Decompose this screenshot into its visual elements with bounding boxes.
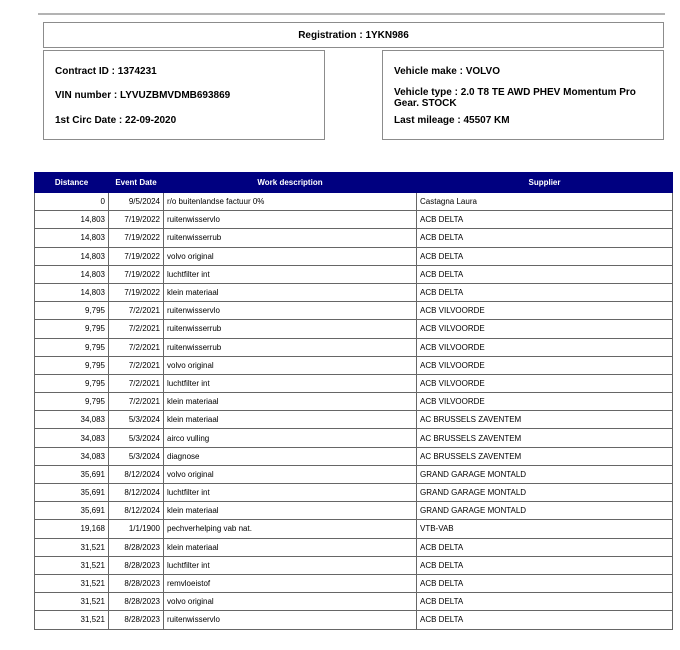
supplier-cell: ACB DELTA bbox=[417, 611, 673, 629]
work-description-cell: airco vulling bbox=[164, 429, 417, 447]
first-circ-date-value: 22-09-2020 bbox=[125, 115, 177, 126]
table-row bbox=[35, 502, 673, 520]
work-description-cell: luchtfilter int bbox=[164, 556, 417, 574]
table-row bbox=[35, 374, 673, 392]
column-header-supplier: Supplier bbox=[417, 173, 673, 193]
table-row bbox=[35, 520, 673, 538]
table-row bbox=[35, 247, 673, 265]
supplier-cell: ACB VILVOORDE bbox=[417, 320, 673, 338]
event-date-cell: 7/2/2021 bbox=[109, 302, 164, 320]
contract-id-line bbox=[55, 66, 314, 77]
last-mileage-line bbox=[394, 115, 653, 126]
vin-line bbox=[55, 90, 314, 101]
work-description-cell: klein materiaal bbox=[164, 411, 417, 429]
work-description-cell: ruitenwisservlo bbox=[164, 302, 417, 320]
table-row bbox=[35, 193, 673, 211]
top-divider bbox=[38, 13, 665, 15]
work-description-cell: klein materiaal bbox=[164, 538, 417, 556]
distance-cell: 31,521 bbox=[35, 574, 109, 592]
event-date-cell: 7/2/2021 bbox=[109, 338, 164, 356]
vehicle-type-label: Vehicle type : bbox=[394, 87, 461, 98]
registration-box bbox=[43, 22, 664, 48]
work-description-cell: ruitenwisserrub bbox=[164, 229, 417, 247]
supplier-cell: Castagna Laura bbox=[417, 193, 673, 211]
supplier-cell: AC BRUSSELS ZAVENTEM bbox=[417, 429, 673, 447]
event-date-cell: 5/3/2024 bbox=[109, 429, 164, 447]
distance-cell: 31,521 bbox=[35, 556, 109, 574]
distance-cell: 9,795 bbox=[35, 374, 109, 392]
vehicle-make-value: VOLVO bbox=[465, 66, 500, 77]
vin-value: LYVUZBMVDMB693869 bbox=[120, 90, 231, 101]
contract-id-label: Contract ID : bbox=[55, 66, 118, 77]
distance-cell: 14,803 bbox=[35, 265, 109, 283]
registration-label: Registration : bbox=[298, 29, 366, 41]
event-date-cell: 8/28/2023 bbox=[109, 574, 164, 592]
event-date-cell: 1/1/1900 bbox=[109, 520, 164, 538]
work-description-cell: pechverhelping vab nat. bbox=[164, 520, 417, 538]
distance-cell: 9,795 bbox=[35, 356, 109, 374]
supplier-cell: ACB DELTA bbox=[417, 247, 673, 265]
event-date-cell: 7/2/2021 bbox=[109, 393, 164, 411]
table-row bbox=[35, 265, 673, 283]
supplier-cell: ACB VILVOORDE bbox=[417, 302, 673, 320]
table-row bbox=[35, 484, 673, 502]
event-date-cell: 7/2/2021 bbox=[109, 374, 164, 392]
vehicle-type-line bbox=[394, 87, 653, 109]
work-description-cell: ruitenwisservlo bbox=[164, 211, 417, 229]
contract-info-box bbox=[43, 50, 325, 140]
table-row bbox=[35, 338, 673, 356]
event-date-cell: 8/12/2024 bbox=[109, 465, 164, 483]
vehicle-type-value: 2.0 T8 TE AWD PHEV Momentum Pro Gear. STOCK bbox=[394, 87, 636, 109]
distance-cell: 9,795 bbox=[35, 302, 109, 320]
column-header-distance: Distance bbox=[35, 173, 109, 193]
supplier-cell: ACB DELTA bbox=[417, 283, 673, 301]
supplier-cell: ACB VILVOORDE bbox=[417, 356, 673, 374]
distance-cell: 14,803 bbox=[35, 247, 109, 265]
first-circ-date-label: 1st Circ Date : bbox=[55, 115, 126, 126]
event-date-cell: 5/3/2024 bbox=[109, 447, 164, 465]
vehicle-make-line bbox=[394, 66, 653, 77]
supplier-cell: GRAND GARAGE MONTALD bbox=[417, 465, 673, 483]
event-date-cell: 8/12/2024 bbox=[109, 502, 164, 520]
table-row bbox=[35, 356, 673, 374]
table-row bbox=[35, 447, 673, 465]
last-mileage-value: 45507 KM bbox=[463, 115, 510, 126]
event-date-cell: 8/28/2023 bbox=[109, 538, 164, 556]
work-description-cell: ruitenwisserrub bbox=[164, 320, 417, 338]
last-mileage-label: Last mileage : bbox=[394, 115, 464, 126]
work-description-cell: remvloeistof bbox=[164, 574, 417, 592]
table-row bbox=[35, 574, 673, 592]
table-row bbox=[35, 411, 673, 429]
first-circ-date-line bbox=[55, 115, 314, 126]
supplier-cell: ACB DELTA bbox=[417, 538, 673, 556]
table-row bbox=[35, 393, 673, 411]
event-date-cell: 9/5/2024 bbox=[109, 193, 164, 211]
supplier-cell: ACB DELTA bbox=[417, 229, 673, 247]
supplier-cell: ACB VILVOORDE bbox=[417, 374, 673, 392]
distance-cell: 35,691 bbox=[35, 465, 109, 483]
supplier-cell: VTB-VAB bbox=[417, 520, 673, 538]
work-description-cell: volvo original bbox=[164, 465, 417, 483]
distance-cell: 35,691 bbox=[35, 502, 109, 520]
supplier-cell: GRAND GARAGE MONTALD bbox=[417, 484, 673, 502]
table-row bbox=[35, 465, 673, 483]
distance-cell: 14,803 bbox=[35, 211, 109, 229]
event-date-cell: 8/28/2023 bbox=[109, 593, 164, 611]
distance-cell: 34,083 bbox=[35, 411, 109, 429]
column-header-event-date: Event Date bbox=[109, 173, 164, 193]
supplier-cell: ACB VILVOORDE bbox=[417, 338, 673, 356]
table-row bbox=[35, 538, 673, 556]
supplier-cell: GRAND GARAGE MONTALD bbox=[417, 502, 673, 520]
supplier-cell: ACB DELTA bbox=[417, 574, 673, 592]
table-row bbox=[35, 302, 673, 320]
supplier-cell: ACB VILVOORDE bbox=[417, 393, 673, 411]
distance-cell: 31,521 bbox=[35, 611, 109, 629]
event-date-cell: 7/19/2022 bbox=[109, 265, 164, 283]
work-description-cell: klein materiaal bbox=[164, 283, 417, 301]
work-orders-table bbox=[34, 172, 673, 630]
event-date-cell: 7/19/2022 bbox=[109, 247, 164, 265]
distance-cell: 9,795 bbox=[35, 393, 109, 411]
supplier-cell: ACB DELTA bbox=[417, 211, 673, 229]
distance-cell: 35,691 bbox=[35, 484, 109, 502]
distance-cell: 31,521 bbox=[35, 538, 109, 556]
vehicle-make-label: Vehicle make : bbox=[394, 66, 466, 77]
supplier-cell: AC BRUSSELS ZAVENTEM bbox=[417, 447, 673, 465]
table-row bbox=[35, 211, 673, 229]
distance-cell: 0 bbox=[35, 193, 109, 211]
event-date-cell: 7/2/2021 bbox=[109, 356, 164, 374]
distance-cell: 19,168 bbox=[35, 520, 109, 538]
table-row bbox=[35, 429, 673, 447]
supplier-cell: AC BRUSSELS ZAVENTEM bbox=[417, 411, 673, 429]
event-date-cell: 8/28/2023 bbox=[109, 556, 164, 574]
work-description-cell: luchtfilter int bbox=[164, 374, 417, 392]
event-date-cell: 7/19/2022 bbox=[109, 283, 164, 301]
registration-value: 1YKN986 bbox=[365, 29, 409, 41]
supplier-cell: ACB DELTA bbox=[417, 593, 673, 611]
distance-cell: 31,521 bbox=[35, 593, 109, 611]
event-date-cell: 7/2/2021 bbox=[109, 320, 164, 338]
distance-cell: 9,795 bbox=[35, 320, 109, 338]
supplier-cell: ACB DELTA bbox=[417, 265, 673, 283]
table-row bbox=[35, 320, 673, 338]
table-row bbox=[35, 229, 673, 247]
table-body bbox=[35, 193, 673, 630]
event-date-cell: 5/3/2024 bbox=[109, 411, 164, 429]
table-row bbox=[35, 593, 673, 611]
event-date-cell: 8/12/2024 bbox=[109, 484, 164, 502]
work-description-cell: luchtfilter int bbox=[164, 484, 417, 502]
work-description-cell: klein materiaal bbox=[164, 393, 417, 411]
distance-cell: 34,083 bbox=[35, 429, 109, 447]
work-description-cell: diagnose bbox=[164, 447, 417, 465]
column-header-work-description: Work description bbox=[164, 173, 417, 193]
distance-cell: 34,083 bbox=[35, 447, 109, 465]
event-date-cell: 7/19/2022 bbox=[109, 211, 164, 229]
work-description-cell: r/o buitenlandse factuur 0% bbox=[164, 193, 417, 211]
table-row bbox=[35, 283, 673, 301]
work-description-cell: volvo original bbox=[164, 356, 417, 374]
supplier-cell: ACB DELTA bbox=[417, 556, 673, 574]
table-header-row bbox=[35, 173, 673, 193]
vin-label: VIN number : bbox=[55, 90, 121, 101]
contract-id-value: 1374231 bbox=[117, 66, 157, 77]
work-description-cell: volvo original bbox=[164, 593, 417, 611]
work-description-cell: klein materiaal bbox=[164, 502, 417, 520]
work-description-cell: luchtfilter int bbox=[164, 265, 417, 283]
work-description-cell: ruitenwisserrub bbox=[164, 338, 417, 356]
distance-cell: 14,803 bbox=[35, 283, 109, 301]
table-row bbox=[35, 556, 673, 574]
event-date-cell: 8/28/2023 bbox=[109, 611, 164, 629]
work-description-cell: ruitenwisservlo bbox=[164, 611, 417, 629]
distance-cell: 14,803 bbox=[35, 229, 109, 247]
event-date-cell: 7/19/2022 bbox=[109, 229, 164, 247]
work-description-cell: volvo original bbox=[164, 247, 417, 265]
table-row bbox=[35, 611, 673, 629]
vehicle-info-box bbox=[382, 50, 664, 140]
distance-cell: 9,795 bbox=[35, 338, 109, 356]
